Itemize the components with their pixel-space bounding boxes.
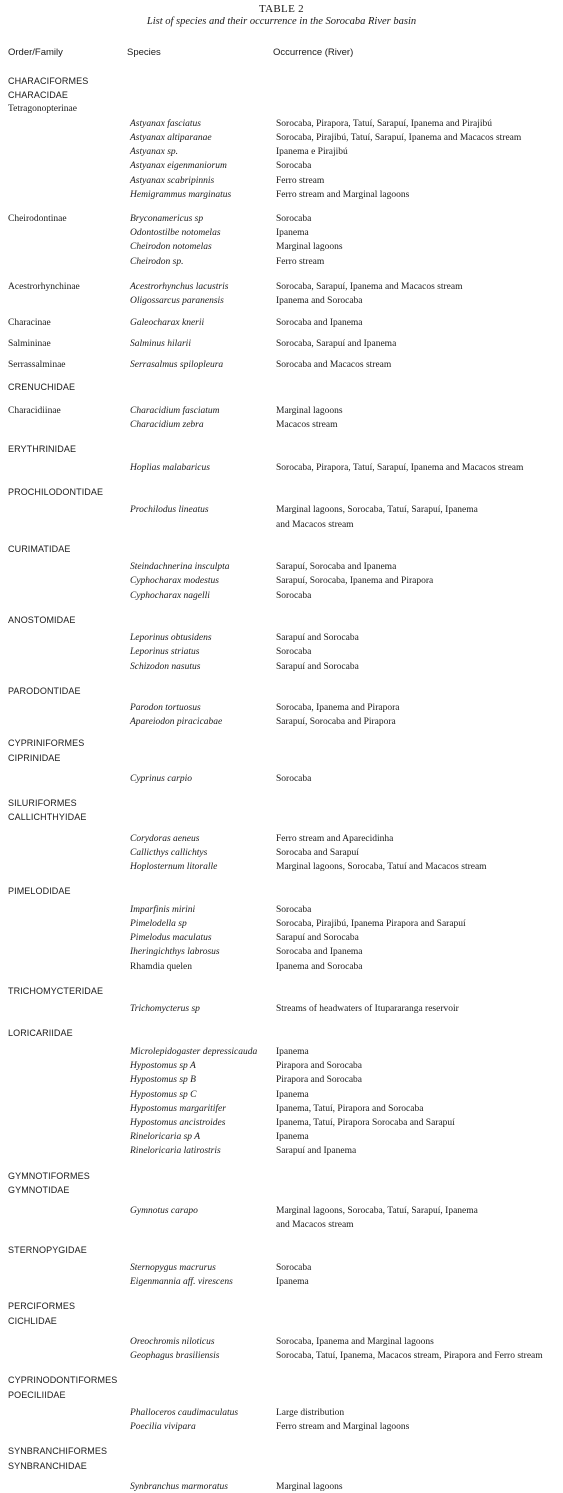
species-name: Apareiodon piracicabae — [130, 717, 223, 727]
species-name: Hoplias malabaricus — [130, 463, 210, 473]
subfamily-heading: Salmininae — [8, 339, 51, 349]
occurrence-text: Ferro stream and Marginal lagoons — [276, 190, 410, 200]
subfamily-heading: Characinae — [8, 318, 51, 328]
species-name: Pimelodus maculatus — [130, 933, 212, 943]
occurrence-text: Marginal lagoons, Sorocaba, Tatuí, Sarapuí, Ipanema — [276, 1206, 478, 1216]
species-name: Bryconamericus sp — [130, 214, 204, 224]
occurrence-text: and Macacos stream — [276, 520, 354, 530]
occurrence-text: Ipanema and Sorocaba — [276, 296, 363, 306]
occurrence-text: Sorocaba, Sarapuí and Ipanema — [276, 339, 397, 349]
subfamily-heading: Characidiinae — [8, 406, 61, 416]
family-heading: PARODONTIDAE — [8, 686, 81, 696]
species-name: Astyanax eigenmaniorum — [130, 161, 227, 171]
family-heading: PERCIFORMES — [8, 1301, 76, 1311]
occurrence-text: Ipanema e Pirajibú — [276, 147, 348, 157]
occurrence-text: Marginal lagoons — [276, 406, 343, 416]
species-name: Hypostomus sp C — [130, 1090, 197, 1100]
species-name: Leporinus obtusidens — [130, 633, 212, 643]
family-heading: PROCHILODONTIDAE — [8, 487, 104, 497]
occurrence-text: Pirapora and Sorocaba — [276, 1061, 362, 1071]
family-heading: STERNOPYGIDAE — [8, 1245, 87, 1255]
occurrence-text: Streams of headwaters of Itupararanga reservoir — [276, 1004, 459, 1014]
species-name: Oligossarcus paranensis — [130, 296, 224, 306]
species-name: Imparfinis mirini — [130, 905, 196, 915]
species-name: Astyanax scabripinnis — [130, 176, 215, 186]
species-name: Galeocharax knerii — [130, 318, 205, 328]
species-name: Prochilodus lineatus — [130, 505, 209, 515]
occurrence-text: Sarapuí and Ipanema — [276, 1146, 357, 1156]
occurrence-text: Sorocaba and Ipanema — [276, 947, 363, 957]
species-name: Cyphocharax modestus — [130, 576, 219, 586]
family-heading: ANOSTOMIDAE — [8, 615, 76, 625]
species-name: Cyphocharax nagelli — [130, 591, 210, 601]
occurrence-text: Sarapuí, Sorocaba and Pirapora — [276, 717, 396, 727]
family-heading: CIPRINIDAE — [8, 753, 61, 763]
family-heading: CYPRINODONTIFORMES — [8, 1375, 118, 1385]
occurrence-text: Ferro stream and Marginal lagoons — [276, 1422, 410, 1432]
species-name: Characidium fasciatum — [130, 406, 220, 416]
subfamily-heading: Tetragonopterinae — [8, 104, 77, 114]
family-heading: CHARACIDAE — [8, 90, 69, 100]
family-heading: GYMNOTIFORMES — [8, 1171, 90, 1181]
family-heading: POECILIIDAE — [8, 1390, 66, 1400]
occurrence-text: Sorocaba and Macacos stream — [276, 360, 392, 370]
occurrence-text: Ferro stream and Aparecidinha — [276, 834, 394, 844]
species-name: Parodon tortuosus — [130, 703, 201, 713]
family-heading: CYPRINIFORMES — [8, 738, 85, 748]
species-name: Synbranchus marmoratus — [130, 1482, 228, 1492]
species-name: Astyanax altiparanae — [130, 133, 212, 143]
occurrence-text: Sarapuí and Sorocaba — [276, 662, 359, 672]
occurrence-text: Sorocaba, Pirajibú, Tatuí, Sarapuí, Ipanema and Macacos stream — [276, 133, 522, 143]
species-name: Eigenmannia aff. virescens — [130, 1277, 233, 1287]
occurrence-text: Large distribution — [276, 1408, 345, 1418]
species-name: Hypostomus margaritifer — [130, 1104, 226, 1114]
header-occurrence: Occurrence (River) — [273, 47, 354, 58]
occurrence-text: Ipanema, Tatuí, Pirapora Sorocaba and Sarapuí — [276, 1118, 455, 1128]
species-name: Hoplosternum litoralle — [130, 862, 218, 872]
occurrence-text: Marginal lagoons — [276, 242, 343, 252]
species-name: Serrasalmus spilopleura — [130, 360, 224, 370]
occurrence-text: Marginal lagoons, Sorocaba, Tatuí, Sarapuí, Ipanema — [276, 505, 478, 515]
species-name: Poecilia vivipara — [130, 1422, 196, 1432]
species-name: Phalloceros caudimaculatus — [130, 1408, 239, 1418]
occurrence-text: Ipanema, Tatuí, Pirapora and Sorocaba — [276, 1104, 424, 1114]
occurrence-text: Ipanema — [276, 1047, 309, 1057]
family-heading: GYMNOTIDAE — [8, 1185, 70, 1195]
family-heading: SYNBRANCHIFORMES — [8, 1446, 108, 1456]
species-name: Astyanax fasciatus — [130, 119, 201, 129]
species-name: Astyanax sp. — [130, 147, 179, 157]
species-name: Cheirodon notomelas — [130, 242, 212, 252]
occurrence-text: Sorocaba, Tatuí, Ipanema, Macacos stream, Pirapora and Ferro stream — [276, 1351, 543, 1361]
occurrence-text: Ferro stream — [276, 257, 325, 267]
family-heading: CRENUCHIDAE — [8, 382, 76, 392]
occurrence-text: Sarapuí, Sorocaba and Ipanema — [276, 562, 397, 572]
species-name: Salminus hilarii — [130, 339, 191, 349]
family-heading: CURIMATIDAE — [8, 544, 71, 554]
family-heading: SYNBRANCHIDAE — [8, 1461, 87, 1471]
species-name: Microlepidogaster depressicauda — [130, 1047, 258, 1057]
species-name: Hypostomus sp A — [130, 1061, 196, 1071]
species-name: Trichomycterus sp — [130, 1004, 200, 1014]
occurrence-text: Pirapora and Sorocaba — [276, 1075, 362, 1085]
species-name: Schizodon nasutus — [130, 662, 201, 672]
species-name: Cyprinus carpio — [130, 774, 193, 784]
occurrence-text: Ipanema — [276, 1090, 309, 1100]
occurrence-text: Ipanema — [276, 1132, 309, 1142]
occurrence-text: Sorocaba, Pirapora, Tatuí, Sarapuí, Ipanema and Pirajibú — [276, 119, 493, 129]
family-heading: SILURIFORMES — [8, 798, 77, 808]
family-heading: CALLICHTHYIDAE — [8, 812, 87, 822]
species-name: Hypostomus sp B — [130, 1075, 196, 1085]
subfamily-heading: Serrassalminae — [8, 360, 66, 370]
occurrence-text: Ipanema — [276, 228, 309, 238]
occurrence-text: Sorocaba — [276, 647, 312, 657]
occurrence-text: Sorocaba, Ipanema and Marginal lagoons — [276, 1337, 434, 1347]
occurrence-text: Sorocaba and Sarapuí — [276, 848, 359, 858]
occurrence-text: Sorocaba — [276, 214, 312, 224]
species-name: Characidium zebra — [130, 420, 204, 430]
family-heading: ERYTHRINIDAE — [8, 444, 77, 454]
species-name: Hemigrammus marginatus — [130, 190, 232, 200]
table-number: TABLE 2 — [259, 3, 304, 15]
species-name: Rineloricaria latirostris — [130, 1146, 221, 1156]
occurrence-text: Sorocaba — [276, 1263, 312, 1273]
occurrence-text: Sarapuí, Sorocaba, Ipanema and Pirapora — [276, 576, 434, 586]
family-heading: LORICARIIDAE — [8, 1028, 73, 1038]
table-caption: List of species and their occurrence in the Sorocaba River basin — [146, 16, 417, 27]
occurrence-text: Sorocaba — [276, 161, 312, 171]
header-order-family: Order/Family — [8, 47, 63, 58]
occurrence-text: Sorocaba, Sarapuí, Ipanema and Macacos stream — [276, 282, 463, 292]
occurrence-text: Sorocaba, Pirapora, Tatuí, Sarapuí, Ipanema and Macacos stream — [276, 463, 524, 473]
family-heading: CICHLIDAE — [8, 1316, 57, 1326]
species-name: Gymnotus carapo — [130, 1206, 198, 1216]
occurrence-text: Sorocaba — [276, 905, 312, 915]
species-name: Steindachnerina insculpta — [130, 562, 230, 572]
species-name: Callicthys callichtys — [130, 848, 208, 858]
occurrence-text: Sorocaba — [276, 774, 312, 784]
subfamily-heading: Cheirodontinae — [8, 214, 67, 224]
occurrence-text: Sorocaba — [276, 591, 312, 601]
species-name: Rhamdia quelen — [130, 962, 192, 972]
species-name: Iheringichthys labrosus — [130, 947, 220, 957]
species-name: Geophagus brasiliensis — [130, 1351, 220, 1361]
species-name: Hypostomus ancistroides — [130, 1118, 226, 1128]
species-name: Acestrorhynchus lacustris — [130, 282, 229, 292]
species-name: Pimelodella sp — [130, 919, 187, 929]
occurrence-text: Ipanema and Sorocaba — [276, 962, 363, 972]
occurrence-text: Sarapuí and Sorocaba — [276, 633, 359, 643]
family-heading: CHARACIFORMES — [8, 76, 89, 86]
species-name: Oreochromis niloticus — [130, 1337, 215, 1347]
species-name: Cheirodon sp. — [130, 257, 184, 267]
family-heading: TRICHOMYCTERIDAE — [8, 986, 104, 996]
occurrence-text: Marginal lagoons — [276, 1482, 343, 1492]
species-name: Sternopygus macrurus — [130, 1263, 216, 1273]
occurrence-text: and Macacos stream — [276, 1220, 354, 1230]
family-heading: PIMELODIDAE — [8, 886, 71, 896]
subfamily-heading: Acestrorhynchinae — [8, 282, 80, 292]
occurrence-text: Ferro stream — [276, 176, 325, 186]
species-name: Odontostilbe notomelas — [130, 228, 221, 238]
occurrence-text: Sorocaba, Pirajibú, Ipanema Pirapora and Sarapuí — [276, 919, 466, 929]
occurrence-text: Macacos stream — [276, 420, 338, 430]
species-name: Corydoras aeneus — [130, 834, 200, 844]
species-name: Leporinus striatus — [130, 647, 200, 657]
species-name: Rineloricaria sp A — [130, 1132, 201, 1142]
occurrence-text: Ipanema — [276, 1277, 309, 1287]
header-species: Species — [127, 47, 161, 58]
occurrence-text: Marginal lagoons, Sorocaba, Tatuí and Macacos stream — [276, 862, 487, 872]
occurrence-text: Sorocaba, Ipanema and Pirapora — [276, 703, 400, 713]
occurrence-text: Sarapuí and Sorocaba — [276, 933, 359, 943]
occurrence-text: Sorocaba and Ipanema — [276, 318, 363, 328]
